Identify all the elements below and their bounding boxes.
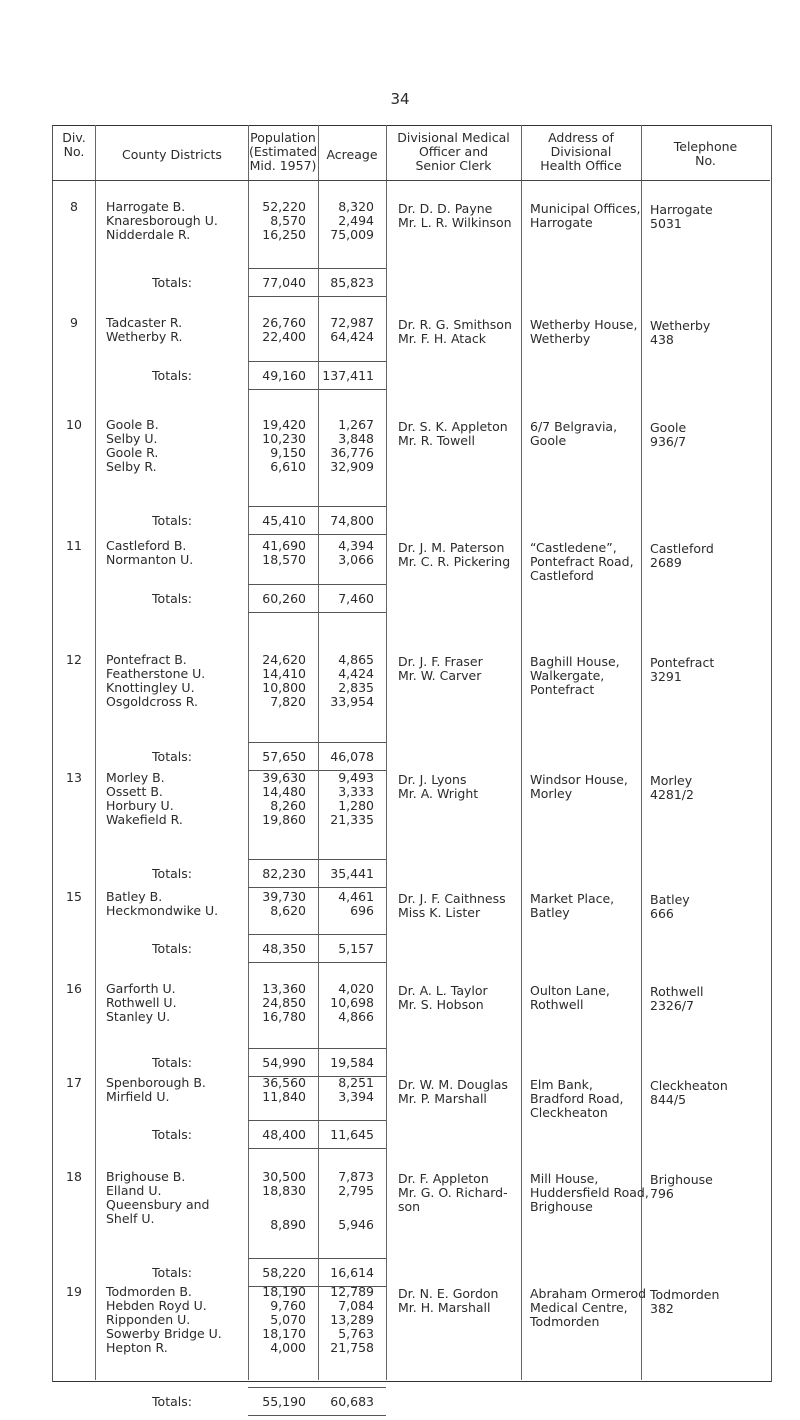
division-number: 19 bbox=[66, 1284, 82, 1299]
office-address: Elm Bank, bbox=[530, 1077, 593, 1092]
population-value: 19,860 bbox=[262, 812, 306, 827]
total-population: 57,650 bbox=[262, 749, 306, 764]
office-address: Market Place, bbox=[530, 891, 615, 906]
population-value: 19,420 bbox=[262, 417, 306, 432]
totals-label: Totals: bbox=[152, 749, 192, 764]
district-name: Brighouse B. bbox=[106, 1169, 186, 1184]
telephone-number: 936/7 bbox=[650, 434, 687, 449]
officer-name: Mr. W. Carver bbox=[398, 668, 482, 683]
population-value: 13,360 bbox=[262, 981, 306, 996]
acreage-value: 3,848 bbox=[338, 431, 374, 446]
district-name: Mirfield U. bbox=[106, 1089, 170, 1104]
total-acreage: 74,800 bbox=[330, 513, 374, 528]
division-number: 11 bbox=[66, 538, 82, 553]
telephone-number: 666 bbox=[650, 906, 674, 921]
total-acreage: 35,441 bbox=[330, 866, 374, 881]
total-population: 48,350 bbox=[262, 941, 306, 956]
acreage-value: 4,461 bbox=[338, 889, 374, 904]
office-address: Batley bbox=[530, 905, 570, 920]
district-name: Harrogate B. bbox=[106, 199, 186, 214]
totals-rule bbox=[248, 268, 386, 269]
officer-name: Mr. P. Marshall bbox=[398, 1091, 487, 1106]
officer-name: Dr. R. G. Smithson bbox=[398, 317, 512, 332]
acreage-value: 3,394 bbox=[338, 1089, 374, 1104]
office-address: Goole bbox=[530, 433, 567, 448]
population-value: 26,760 bbox=[262, 315, 306, 330]
district-name: Wetherby R. bbox=[106, 329, 183, 344]
officer-name: Dr. A. L. Taylor bbox=[398, 983, 488, 998]
population-value: 10,800 bbox=[262, 680, 306, 695]
population-value: 9,150 bbox=[270, 445, 306, 460]
acreage-value: 7,084 bbox=[338, 1298, 374, 1313]
totals-rule bbox=[248, 859, 386, 860]
office-address: Cleckheaton bbox=[530, 1105, 608, 1120]
total-population: 48,400 bbox=[262, 1127, 306, 1142]
total-population: 54,990 bbox=[262, 1055, 306, 1070]
population-value: 7,820 bbox=[270, 694, 306, 709]
officer-name: Mr. C. R. Pickering bbox=[398, 554, 511, 569]
office-address: Abraham Ormerod bbox=[530, 1286, 647, 1301]
totals-rule bbox=[248, 1048, 386, 1049]
telephone-number: Goole bbox=[650, 420, 687, 435]
population-value: 24,620 bbox=[262, 652, 306, 667]
acreage-value: 1,267 bbox=[338, 417, 374, 432]
population-value: 5,070 bbox=[270, 1312, 306, 1327]
header-div-no: Div. No. bbox=[62, 130, 86, 159]
acreage-value: 696 bbox=[350, 903, 374, 918]
telephone-number: 5031 bbox=[650, 216, 682, 231]
acreage-value: 3,333 bbox=[338, 784, 374, 799]
acreage-value: 5,763 bbox=[338, 1326, 374, 1341]
acreage-value: 4,020 bbox=[338, 981, 374, 996]
totals-rule bbox=[248, 296, 386, 297]
total-acreage: 7,460 bbox=[338, 591, 374, 606]
office-address: “Castledene”, bbox=[530, 540, 617, 555]
total-acreage: 60,683 bbox=[330, 1394, 374, 1409]
totals-label: Totals: bbox=[152, 1127, 192, 1142]
totals-rule bbox=[248, 506, 386, 507]
population-value: 39,730 bbox=[262, 889, 306, 904]
acreage-value: 3,066 bbox=[338, 552, 374, 567]
totals-label: Totals: bbox=[152, 591, 192, 606]
office-address: Walkergate, bbox=[530, 668, 605, 683]
population-value: 24,850 bbox=[262, 995, 306, 1010]
office-address: Municipal Offices, bbox=[530, 201, 641, 216]
telephone-number: 796 bbox=[650, 1186, 674, 1201]
acreage-value: 4,394 bbox=[338, 538, 374, 553]
office-address: Pontefract bbox=[530, 682, 595, 697]
column-divider bbox=[248, 125, 249, 1380]
total-population: 49,160 bbox=[262, 368, 306, 383]
acreage-value: 21,335 bbox=[330, 812, 374, 827]
population-value: 36,560 bbox=[262, 1075, 306, 1090]
office-address: Rothwell bbox=[530, 997, 584, 1012]
office-address: Pontefract Road, bbox=[530, 554, 634, 569]
telephone-number: Harrogate bbox=[650, 202, 713, 217]
totals-label: Totals: bbox=[152, 513, 192, 528]
officer-name: son bbox=[398, 1199, 421, 1214]
officer-name: Dr. J. Lyons bbox=[398, 772, 467, 787]
totals-rule bbox=[248, 742, 386, 743]
population-value: 11,840 bbox=[262, 1089, 306, 1104]
office-address: Harrogate bbox=[530, 215, 593, 230]
totals-label: Totals: bbox=[152, 941, 192, 956]
acreage-value: 33,954 bbox=[330, 694, 374, 709]
district-name: Pontefract B. bbox=[106, 652, 187, 667]
division-number: 16 bbox=[66, 981, 82, 996]
district-name: Batley B. bbox=[106, 889, 163, 904]
population-value: 16,250 bbox=[262, 227, 306, 242]
district-name: Tadcaster R. bbox=[106, 315, 183, 330]
office-address: Wetherby bbox=[530, 331, 591, 346]
district-name: Ripponden U. bbox=[106, 1312, 191, 1327]
officer-name: Dr. W. M. Douglas bbox=[398, 1077, 508, 1092]
acreage-value: 75,009 bbox=[330, 227, 374, 242]
totals-rule bbox=[248, 887, 386, 888]
totals-rule bbox=[248, 1387, 386, 1388]
telephone-number: Cleckheaton bbox=[650, 1078, 728, 1093]
population-value: 18,170 bbox=[262, 1326, 306, 1341]
telephone-number: Wetherby bbox=[650, 318, 711, 333]
totals-label: Totals: bbox=[152, 866, 192, 881]
totals-rule bbox=[248, 1120, 386, 1121]
totals-rule bbox=[248, 534, 386, 535]
district-name: Selby U. bbox=[106, 431, 158, 446]
district-name: Wakefield R. bbox=[106, 812, 183, 827]
district-name: Morley B. bbox=[106, 770, 165, 785]
officer-name: Mr. G. O. Richard- bbox=[398, 1185, 508, 1200]
header-county-districts: County Districts bbox=[122, 147, 222, 162]
district-name: Knottingley U. bbox=[106, 680, 195, 695]
office-address: Medical Centre, bbox=[530, 1300, 628, 1315]
officer-name: Mr. S. Hobson bbox=[398, 997, 484, 1012]
officer-name: Dr. F. Appleton bbox=[398, 1171, 489, 1186]
office-address: Brighouse bbox=[530, 1199, 593, 1214]
office-address: Castleford bbox=[530, 568, 594, 583]
acreage-value: 36,776 bbox=[330, 445, 374, 460]
division-number: 17 bbox=[66, 1075, 82, 1090]
district-name: Hebden Royd U. bbox=[106, 1298, 207, 1313]
population-value: 18,190 bbox=[262, 1284, 306, 1299]
telephone-number: 3291 bbox=[650, 669, 682, 684]
officer-name: Dr. S. K. Appleton bbox=[398, 419, 508, 434]
officer-name: Miss K. Lister bbox=[398, 905, 481, 920]
acreage-value: 4,865 bbox=[338, 652, 374, 667]
telephone-number: Brighouse bbox=[650, 1172, 713, 1187]
population-value: 16,780 bbox=[262, 1009, 306, 1024]
total-acreage: 46,078 bbox=[330, 749, 374, 764]
division-number: 15 bbox=[66, 889, 82, 904]
district-name: Castleford B. bbox=[106, 538, 187, 553]
acreage-value: 2,835 bbox=[338, 680, 374, 695]
totals-label: Totals: bbox=[152, 275, 192, 290]
officer-name: Dr. D. D. Payne bbox=[398, 201, 493, 216]
acreage-value: 2,795 bbox=[338, 1183, 374, 1198]
acreage-value: 21,758 bbox=[330, 1340, 374, 1355]
column-divider bbox=[521, 125, 522, 1380]
population-value: 10,230 bbox=[262, 431, 306, 446]
total-population: 60,260 bbox=[262, 591, 306, 606]
division-number: 13 bbox=[66, 770, 82, 785]
district-name: Spenborough B. bbox=[106, 1075, 206, 1090]
totals-rule bbox=[248, 584, 386, 585]
totals-label: Totals: bbox=[152, 1394, 192, 1409]
district-name: Goole B. bbox=[106, 417, 159, 432]
population-value: 41,690 bbox=[262, 538, 306, 553]
telephone-number: Castleford bbox=[650, 541, 714, 556]
district-name: Heckmondwike U. bbox=[106, 903, 219, 918]
total-population: 55,190 bbox=[262, 1394, 306, 1409]
totals-label: Totals: bbox=[152, 1055, 192, 1070]
population-value: 52,220 bbox=[262, 199, 306, 214]
division-number: 12 bbox=[66, 652, 82, 667]
header-population: Population (Estimated Mid. 1957) bbox=[248, 130, 318, 173]
officer-name: Dr. N. E. Gordon bbox=[398, 1286, 499, 1301]
district-name: Todmorden B. bbox=[106, 1284, 192, 1299]
totals-rule bbox=[248, 962, 386, 963]
office-address: Baghill House, bbox=[530, 654, 620, 669]
office-address: Oulton Lane, bbox=[530, 983, 610, 998]
officer-name: Mr. R. Towell bbox=[398, 433, 475, 448]
total-population: 82,230 bbox=[262, 866, 306, 881]
telephone-number: Morley bbox=[650, 773, 693, 788]
totals-rule bbox=[248, 934, 386, 935]
total-acreage: 5,157 bbox=[338, 941, 374, 956]
district-name: Rothwell U. bbox=[106, 995, 177, 1010]
division-number: 8 bbox=[70, 199, 78, 214]
office-address: Windsor House, bbox=[530, 772, 628, 787]
totals-rule bbox=[248, 1148, 386, 1149]
telephone-number: 2326/7 bbox=[650, 998, 694, 1013]
acreage-value: 4,866 bbox=[338, 1009, 374, 1024]
division-number: 18 bbox=[66, 1169, 82, 1184]
telephone-number: 2689 bbox=[650, 555, 682, 570]
population-value: 14,410 bbox=[262, 666, 306, 681]
district-name: Knaresborough U. bbox=[106, 213, 218, 228]
district-name: Sowerby Bridge U. bbox=[106, 1326, 222, 1341]
office-address: 6/7 Belgravia, bbox=[530, 419, 618, 434]
district-name: Horbury U. bbox=[106, 798, 174, 813]
total-acreage: 11,645 bbox=[330, 1127, 374, 1142]
header-address: Address of Divisional Health Office bbox=[540, 130, 622, 173]
total-population: 45,410 bbox=[262, 513, 306, 528]
total-acreage: 19,584 bbox=[330, 1055, 374, 1070]
population-value: 18,570 bbox=[262, 552, 306, 567]
district-name: Queensbury and bbox=[106, 1197, 210, 1212]
acreage-value: 8,251 bbox=[338, 1075, 374, 1090]
population-value: 39,630 bbox=[262, 770, 306, 785]
district-name: Garforth U. bbox=[106, 981, 176, 996]
telephone-number: Batley bbox=[650, 892, 690, 907]
office-address: Mill House, bbox=[530, 1171, 599, 1186]
district-name: Ossett B. bbox=[106, 784, 163, 799]
population-value: 8,260 bbox=[270, 798, 306, 813]
division-number: 10 bbox=[66, 417, 82, 432]
officer-name: Mr. L. R. Wilkinson bbox=[398, 215, 512, 230]
telephone-number: 382 bbox=[650, 1301, 674, 1316]
header-telephone: Telephone No. bbox=[673, 139, 738, 168]
acreage-value: 9,493 bbox=[338, 770, 374, 785]
office-address: Bradford Road, bbox=[530, 1091, 624, 1106]
officer-name: Dr. J. M. Paterson bbox=[398, 540, 505, 555]
acreage-value: 4,424 bbox=[338, 666, 374, 681]
header-officer: Divisional Medical Officer and Senior Clerk bbox=[397, 130, 510, 173]
telephone-number: Rothwell bbox=[650, 984, 704, 999]
totals-label: Totals: bbox=[152, 1265, 192, 1280]
acreage-value: 64,424 bbox=[330, 329, 374, 344]
office-address: Todmorden bbox=[530, 1314, 600, 1329]
population-value: 6,610 bbox=[270, 459, 306, 474]
telephone-number: 4281/2 bbox=[650, 787, 694, 802]
total-population: 58,220 bbox=[262, 1265, 306, 1280]
population-value: 8,570 bbox=[270, 213, 306, 228]
officer-name: Mr. A. Wright bbox=[398, 786, 479, 801]
totals-rule bbox=[248, 1415, 386, 1416]
acreage-value: 7,873 bbox=[338, 1169, 374, 1184]
telephone-number: 438 bbox=[650, 332, 674, 347]
population-value: 22,400 bbox=[262, 329, 306, 344]
district-name: Elland U. bbox=[106, 1183, 162, 1198]
office-address: Huddersfield Road, bbox=[530, 1185, 649, 1200]
population-value: 18,830 bbox=[262, 1183, 306, 1198]
population-value: 8,890 bbox=[270, 1217, 306, 1232]
total-acreage: 16,614 bbox=[330, 1265, 374, 1280]
acreage-value: 1,280 bbox=[338, 798, 374, 813]
officer-name: Dr. J. F. Caithness bbox=[398, 891, 506, 906]
acreage-value: 32,909 bbox=[330, 459, 374, 474]
population-value: 8,620 bbox=[270, 903, 306, 918]
totals-rule bbox=[248, 389, 386, 390]
acreage-value: 2,494 bbox=[338, 213, 374, 228]
district-name: Selby R. bbox=[106, 459, 157, 474]
district-name: Goole R. bbox=[106, 445, 159, 460]
acreage-value: 8,320 bbox=[338, 199, 374, 214]
office-address: Morley bbox=[530, 786, 573, 801]
office-address: Wetherby House, bbox=[530, 317, 638, 332]
telephone-number: 844/5 bbox=[650, 1092, 687, 1107]
total-acreage: 137,411 bbox=[322, 368, 374, 383]
acreage-value: 12,789 bbox=[330, 1284, 374, 1299]
district-name: Stanley U. bbox=[106, 1009, 171, 1024]
telephone-number: Pontefract bbox=[650, 655, 715, 670]
header-rule bbox=[52, 180, 770, 181]
telephone-number: Todmorden bbox=[650, 1287, 720, 1302]
header-acreage: Acreage bbox=[326, 147, 378, 162]
acreage-value: 72,987 bbox=[330, 315, 374, 330]
district-name: Hepton R. bbox=[106, 1340, 168, 1355]
district-name: Nidderdale R. bbox=[106, 227, 191, 242]
acreage-value: 5,946 bbox=[338, 1217, 374, 1232]
population-value: 4,000 bbox=[270, 1340, 306, 1355]
totals-label: Totals: bbox=[152, 368, 192, 383]
district-name: Featherstone U. bbox=[106, 666, 206, 681]
total-acreage: 85,823 bbox=[330, 275, 374, 290]
totals-rule bbox=[248, 1258, 386, 1259]
population-value: 9,760 bbox=[270, 1298, 306, 1313]
population-value: 14,480 bbox=[262, 784, 306, 799]
officer-name: Mr. H. Marshall bbox=[398, 1300, 491, 1315]
page-number: 34 bbox=[390, 90, 410, 108]
total-population: 77,040 bbox=[262, 275, 306, 290]
population-value: 30,500 bbox=[262, 1169, 306, 1184]
acreage-value: 10,698 bbox=[330, 995, 374, 1010]
district-name: Osgoldcross R. bbox=[106, 694, 198, 709]
district-name: Shelf U. bbox=[106, 1211, 155, 1226]
officer-name: Mr. F. H. Atack bbox=[398, 331, 486, 346]
district-name: Normanton U. bbox=[106, 552, 194, 567]
division-number: 9 bbox=[70, 315, 78, 330]
column-divider bbox=[386, 125, 387, 1380]
acreage-value: 13,289 bbox=[330, 1312, 374, 1327]
totals-rule bbox=[248, 361, 386, 362]
officer-name: Dr. J. F. Fraser bbox=[398, 654, 483, 669]
totals-rule bbox=[248, 612, 386, 613]
